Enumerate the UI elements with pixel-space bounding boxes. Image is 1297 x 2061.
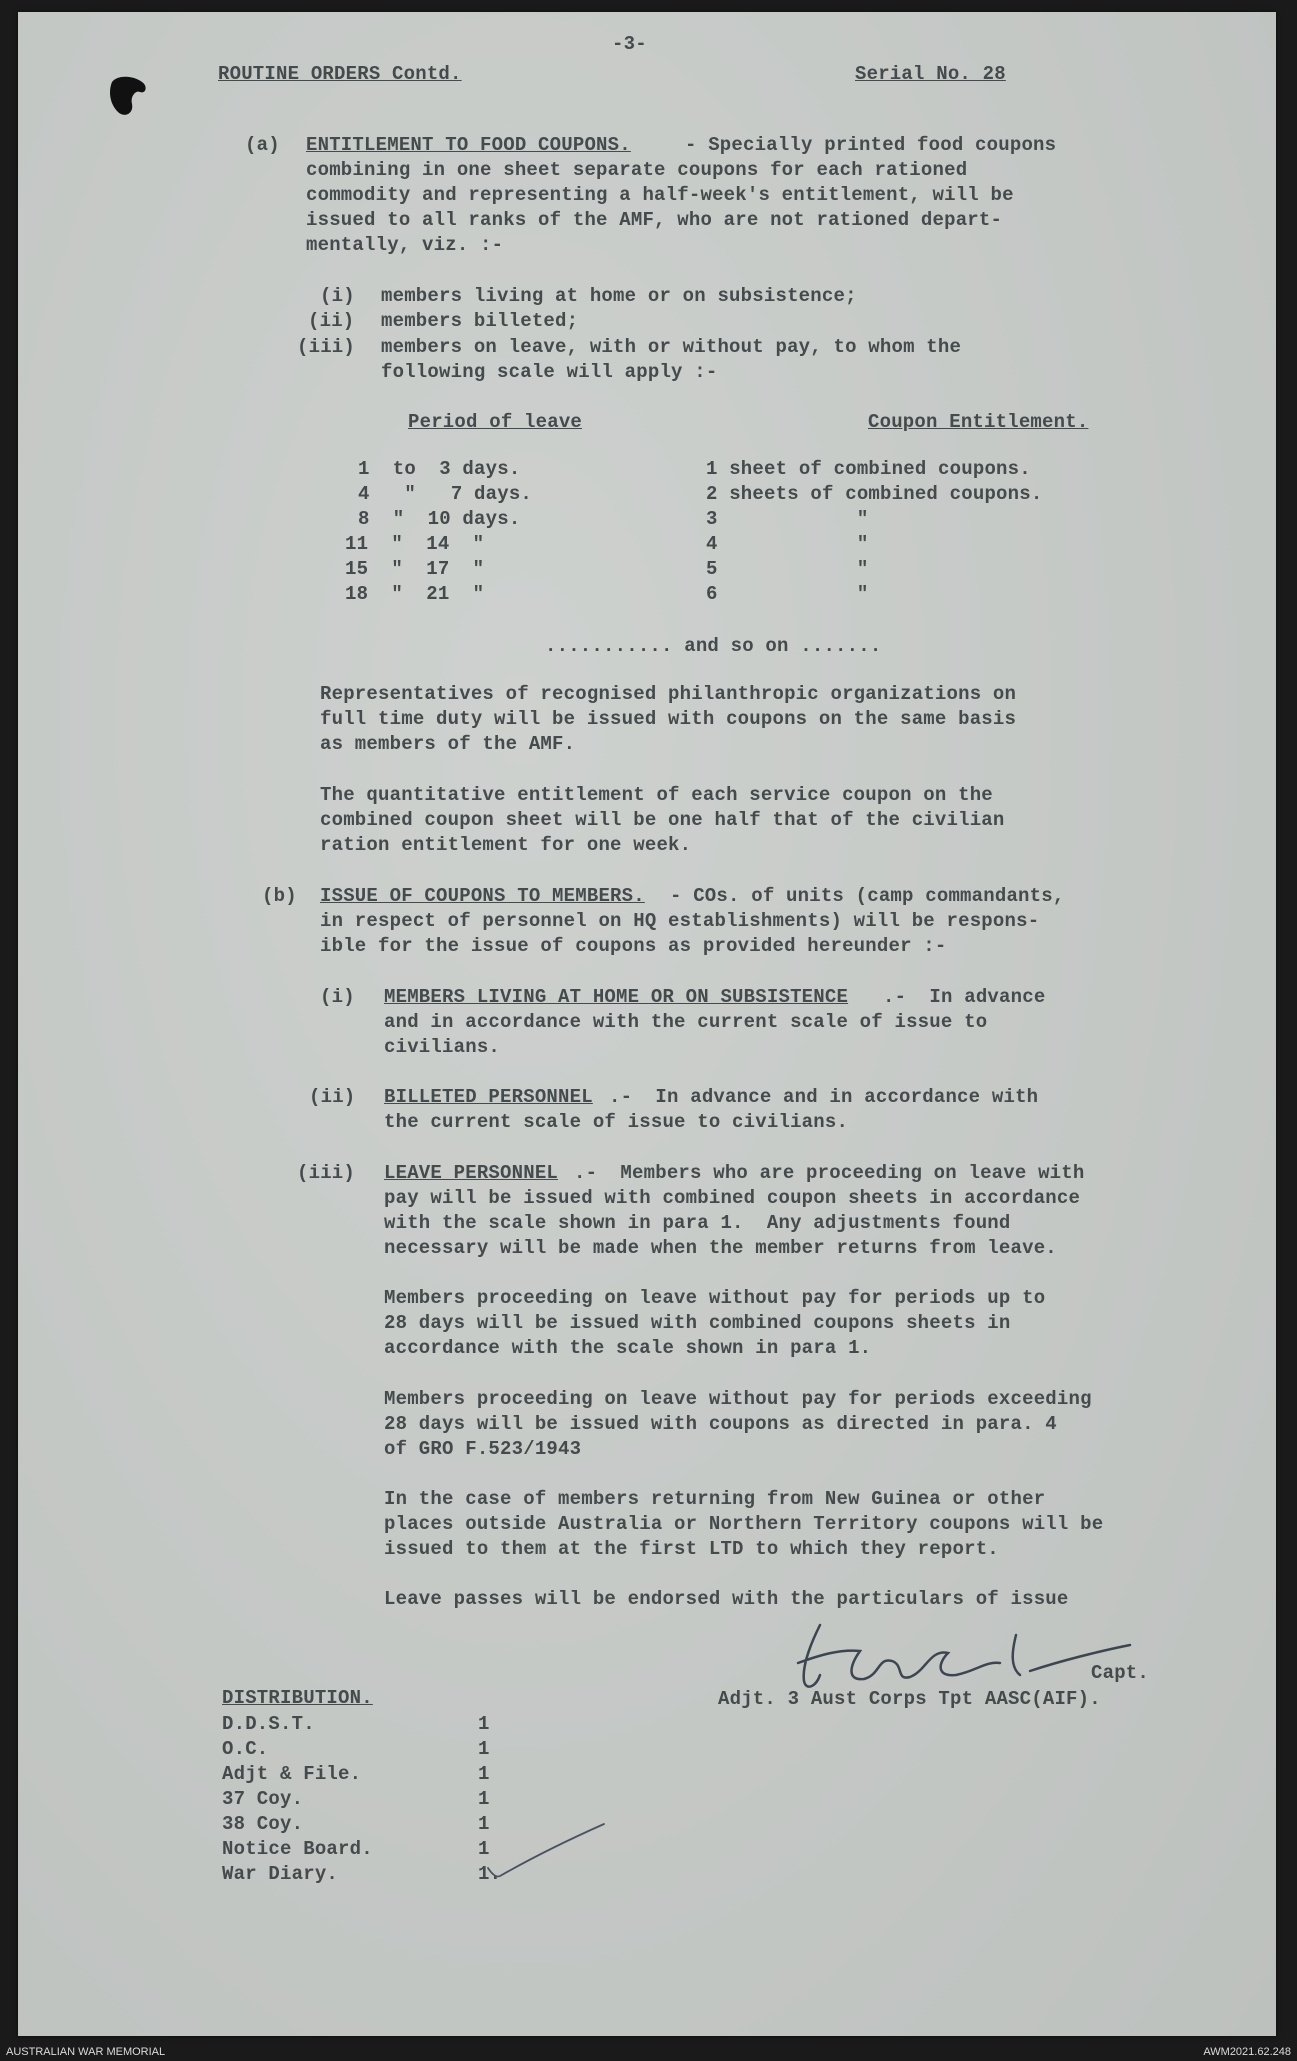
footer-left: AUSTRALIAN WAR MEMORIAL [6, 2046, 166, 2058]
paragraph-line: places outside Australia or Northern Territory coupons will be [384, 1513, 1104, 1535]
sub-iii-text: .- Members who are proceeding on leave with [574, 1162, 1085, 1184]
table-cell-period: 1 to 3 days. [358, 458, 521, 480]
table-cell-coupons: 1 sheet of combined coupons. [706, 458, 1031, 480]
table-cell-period: 11 " 14 " [345, 533, 485, 555]
paragraph-line: ration entitlement for one week. [320, 834, 692, 856]
item-num: (i) [320, 285, 355, 307]
table-header-period: Period of leave [408, 411, 583, 433]
paragraph-line: 28 days will be issued with combined coupons sheets in [384, 1312, 1011, 1334]
sub-iii-num: (iii) [297, 1162, 356, 1184]
distribution-qty: 1 [478, 1788, 490, 1810]
and-so-on: ........... and so on ....... [545, 635, 882, 657]
section-b-line: in respect of personnel on HQ establishments) will be respons- [320, 910, 1040, 932]
distribution-recipient: War Diary. [222, 1863, 339, 1885]
sub-ii-title: BILLETED PERSONNEL [384, 1086, 593, 1108]
header-right: Serial No. 28 [855, 63, 1006, 85]
distribution-qty: 1 [478, 1763, 490, 1785]
distribution-recipient: 37 Coy. [222, 1788, 304, 1810]
sub-i-text: civilians. [384, 1036, 501, 1058]
sub-iii-title: LEAVE PERSONNEL [384, 1162, 559, 1184]
section-a-title: ENTITLEMENT TO FOOD COUPONS. [306, 134, 631, 156]
paragraph-line: of GRO F.523/1943 [384, 1438, 582, 1460]
footer-right: AWM2021.62.248 [1203, 2046, 1291, 2058]
distribution-heading: DISTRIBUTION. [222, 1687, 373, 1709]
section-a-line: issued to all ranks of the AMF, who are not rationed depart- [306, 209, 1003, 231]
table-header-coupons: Coupon Entitlement. [868, 411, 1089, 433]
signature-title: Adjt. 3 Aust Corps Tpt AASC(AIF). [718, 1688, 1101, 1710]
section-a-line: combining in one sheet separate coupons for each rationed [306, 159, 968, 181]
section-b-line: ible for the issue of coupons as provided hereunder :- [320, 935, 947, 957]
table-cell-period: 4 " 7 days. [358, 483, 533, 505]
section-a-line: - Specially printed food coupons [685, 134, 1057, 156]
paragraph-line: full time duty will be issued with coupons on the same basis [320, 708, 1017, 730]
distribution-recipient: O.C. [222, 1738, 269, 1760]
section-b-line: - COs. of units (camp commandants, [670, 885, 1065, 907]
paragraph-line: combined coupon sheet will be one half that of the civilian [320, 809, 1005, 831]
section-a-label: (a) [245, 134, 280, 156]
table-cell-coupons: 2 sheets of combined coupons. [706, 483, 1043, 505]
signature-rank: Capt. [1091, 1662, 1150, 1684]
sub-iii-text: with the scale shown in para 1. Any adjustments found [384, 1212, 1011, 1234]
distribution-recipient: Adjt & File. [222, 1763, 362, 1785]
distribution-qty: 1 [478, 1838, 490, 1860]
item-num: (ii) [308, 310, 355, 332]
header-left: ROUTINE ORDERS Contd. [218, 63, 462, 85]
paragraph-line: Representatives of recognised philanthropic organizations on [320, 683, 1017, 705]
section-a-line: mentally, viz. :- [306, 234, 504, 256]
pencil-tick-mark [484, 1820, 609, 1882]
table-cell-coupons: 4 " [706, 533, 869, 555]
sub-i-num: (i) [320, 986, 355, 1008]
handwritten-signature [780, 1605, 1140, 1700]
section-b-title: ISSUE OF COUPONS TO MEMBERS. [320, 885, 645, 907]
distribution-qty: 1 [478, 1713, 490, 1735]
paragraph-line: Members proceeding on leave without pay for periods exceeding [384, 1388, 1092, 1410]
distribution-qty: 1 [478, 1813, 490, 1835]
distribution-recipient: D.D.S.T. [222, 1713, 315, 1735]
distribution-recipient: Notice Board. [222, 1838, 373, 1860]
archive-footer [0, 2044, 1297, 2061]
punch-hole-mark [106, 74, 154, 124]
paragraph-line: In the case of members returning from New Guinea or other [384, 1488, 1046, 1510]
item-text: members billeted; [381, 310, 579, 332]
sub-iii-text: necessary will be made when the member returns from leave. [384, 1237, 1057, 1259]
sub-i-text: and in accordance with the current scale of issue to [384, 1011, 988, 1033]
distribution-qty: 1. [478, 1863, 502, 1885]
paragraph-line: The quantitative entitlement of each service coupon on the [320, 784, 993, 806]
sub-ii-num: (ii) [309, 1086, 356, 1108]
table-cell-period: 15 " 17 " [345, 558, 485, 580]
table-cell-coupons: 3 " [706, 508, 869, 530]
paragraph-line: accordance with the scale shown in para 1. [384, 1337, 872, 1359]
table-cell-period: 18 " 21 " [345, 583, 485, 605]
paragraph-line: 28 days will be issued with coupons as directed in para. 4 [384, 1413, 1057, 1435]
item-text: members living at home or on subsistence; [381, 285, 857, 307]
page-number: -3- [612, 33, 647, 55]
sub-ii-text: the current scale of issue to civilians. [384, 1111, 849, 1133]
sub-iii-text: pay will be issued with combined coupon sheets in accordance [384, 1187, 1081, 1209]
table-cell-coupons: 6 " [706, 583, 869, 605]
sub-i-title: MEMBERS LIVING AT HOME OR ON SUBSISTENCE [384, 986, 849, 1008]
paragraph-line: as members of the AMF. [320, 733, 576, 755]
section-b-label: (b) [262, 885, 297, 907]
table-cell-coupons: 5 " [706, 558, 869, 580]
sub-ii-text: .- In advance and in accordance with [609, 1086, 1039, 1108]
distribution-qty: 1 [478, 1738, 490, 1760]
section-a-line: commodity and representing a half-week's entitlement, will be [306, 184, 1014, 206]
item-text: following scale will apply :- [381, 361, 718, 383]
sub-i-text: .- In advance [883, 986, 1046, 1008]
item-text: members on leave, with or without pay, to whom the [381, 336, 962, 358]
table-cell-period: 8 " 10 days. [358, 508, 521, 530]
paragraph-line: Members proceeding on leave without pay for periods up to [384, 1287, 1046, 1309]
item-num: (iii) [297, 336, 356, 358]
paragraph-line: Leave passes will be endorsed with the particulars of issue [384, 1588, 1069, 1610]
distribution-recipient: 38 Coy. [222, 1813, 304, 1835]
paragraph-line: issued to them at the first LTD to which they report. [384, 1538, 999, 1560]
